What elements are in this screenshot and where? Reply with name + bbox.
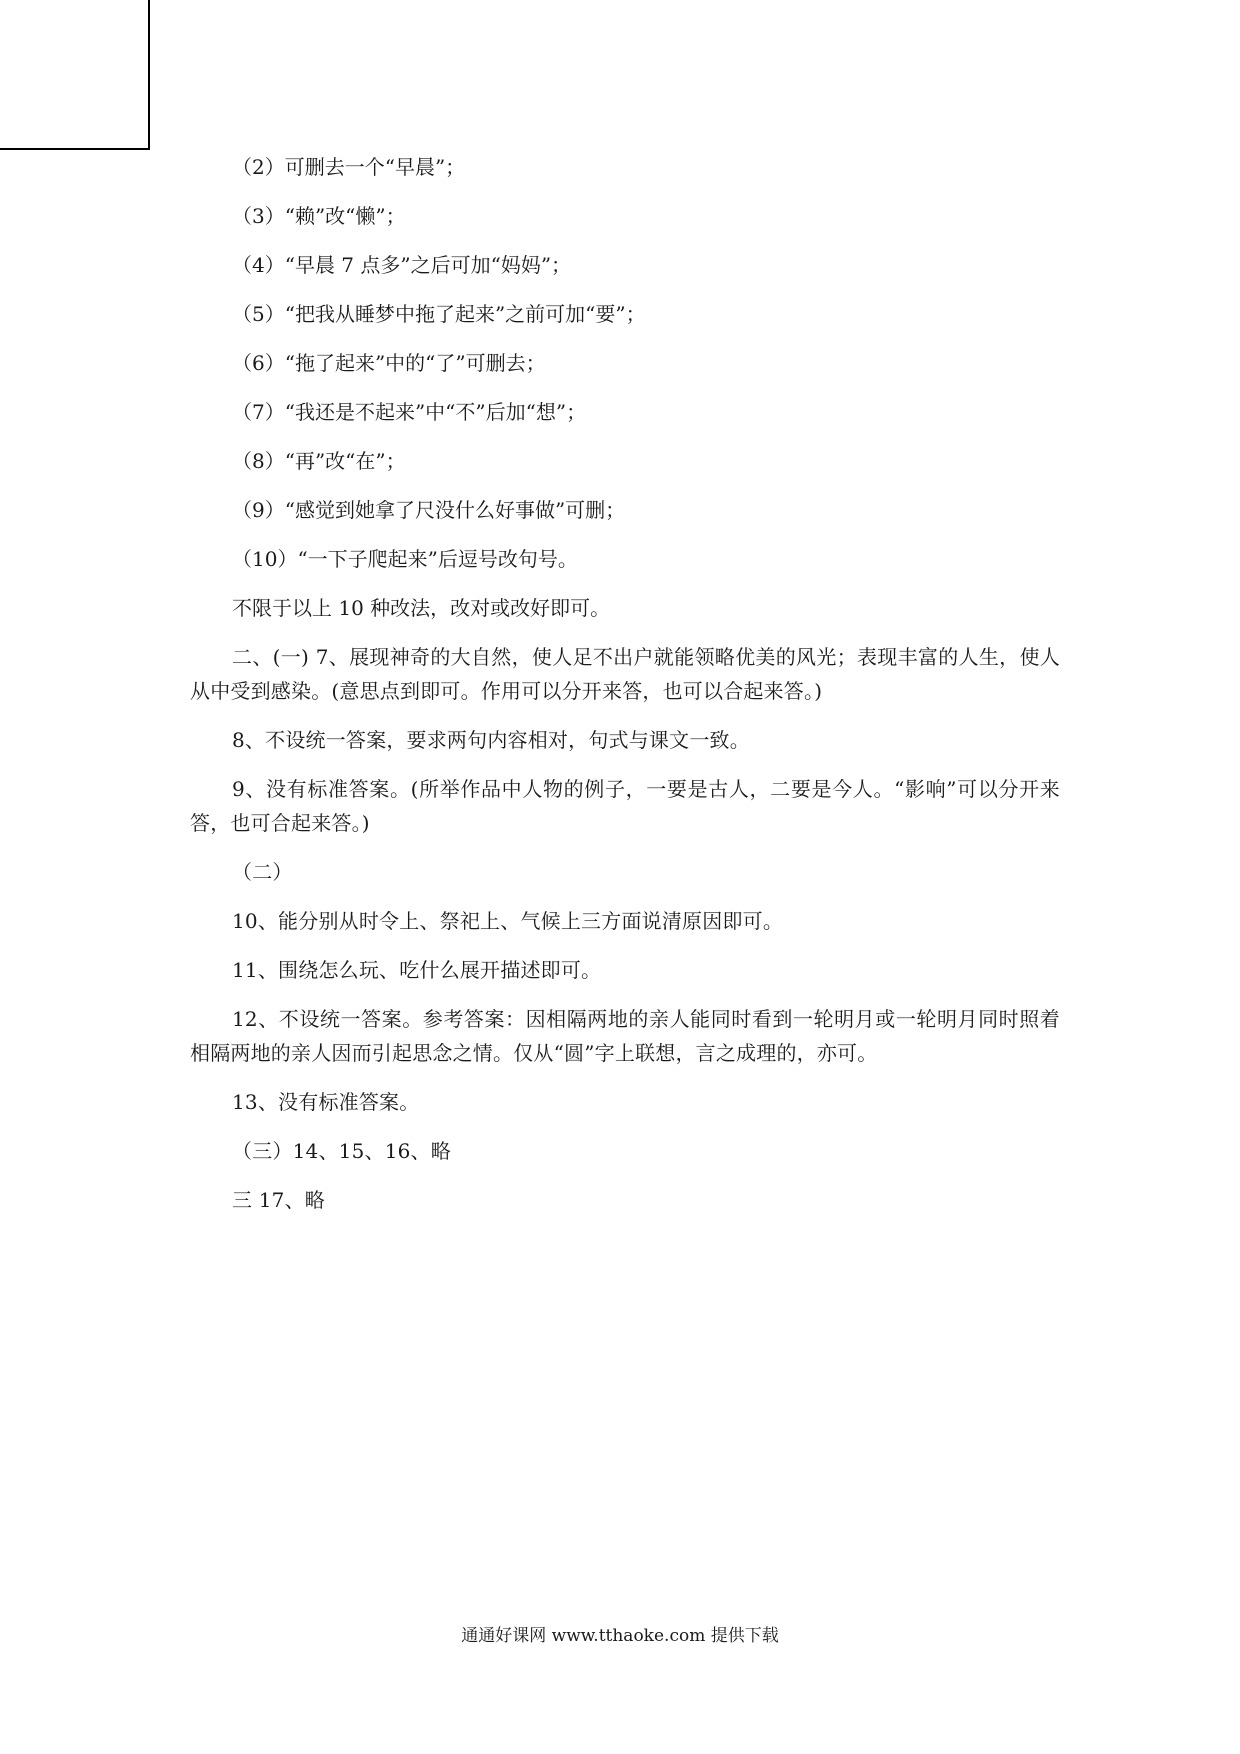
answer-line-10: 不限于以上 10 种改法，改对或改好即可。 — [232, 596, 611, 620]
answer-item-9: 9、没有标准答案。(所举作品中人物的例子，一要是古人，二要是今人。“影响”可以分开来答，也可合起来答。) — [190, 777, 1060, 835]
answer-line-3: （4）“早晨 7 点多”之后可加“妈妈”； — [232, 253, 572, 277]
answer-line-8: （9）“感觉到她拿了尺没什么好事做”可删； — [232, 498, 626, 522]
answer-line-5: （6）“拖了起来”中的“了”可删去； — [232, 351, 546, 375]
answer-item-13: 13、没有标准答案。 — [232, 1090, 420, 1114]
document-body — [190, 150, 1060, 1232]
answer-line-7: （8）“再”改“在”； — [232, 449, 406, 473]
answer-item-11: 11、围绕怎么玩、吃什么展开描述即可。 — [232, 958, 602, 982]
footer-download-note: 通通好课网 www.tthaoke.com 提供下载 — [461, 1626, 779, 1646]
answer-item-10: 10、能分别从时令上、祭祀上、气候上三方面说清原因即可。 — [232, 909, 784, 933]
answer-items-14-16: （三）14、15、16、略 — [232, 1139, 451, 1163]
answer-item-12: 12、不设统一答案。参考答案：因相隔两地的亲人能同时看到一轮明月或一轮明月同时照着相隔两地的亲人因而引起思念之情。仅从“圆”字上联想，言之成理的，亦可。 — [190, 1007, 1060, 1065]
answer-line-2: （3）“赖”改“懒”； — [232, 204, 406, 228]
answer-line-9: （10）“一下子爬起来”后逗号改句号。 — [232, 547, 578, 571]
answer-line-6: （7）“我还是不起来”中“不”后加“想”； — [232, 400, 587, 424]
answer-line-1: （2）可删去一个“早晨”； — [232, 155, 466, 179]
answer-section-2-item-7: 二、(一) 7、展现神奇的大自然，使人足不出户就能领略优美的风光；表现丰富的人生，使人从中受到感染。(意思点到即可。作用可以分开来答，也可以合起来答。) — [190, 645, 1060, 703]
corner-box — [0, 0, 150, 150]
answer-item-8: 8、不设统一答案，要求两句内容相对，句式与课文一致。 — [232, 728, 750, 752]
answer-item-17: 三 17、略 — [232, 1188, 326, 1212]
section-heading-2: （二） — [232, 860, 293, 884]
answer-line-4: （5）“把我从睡梦中拖了起来”之前可加“要”； — [232, 302, 646, 326]
